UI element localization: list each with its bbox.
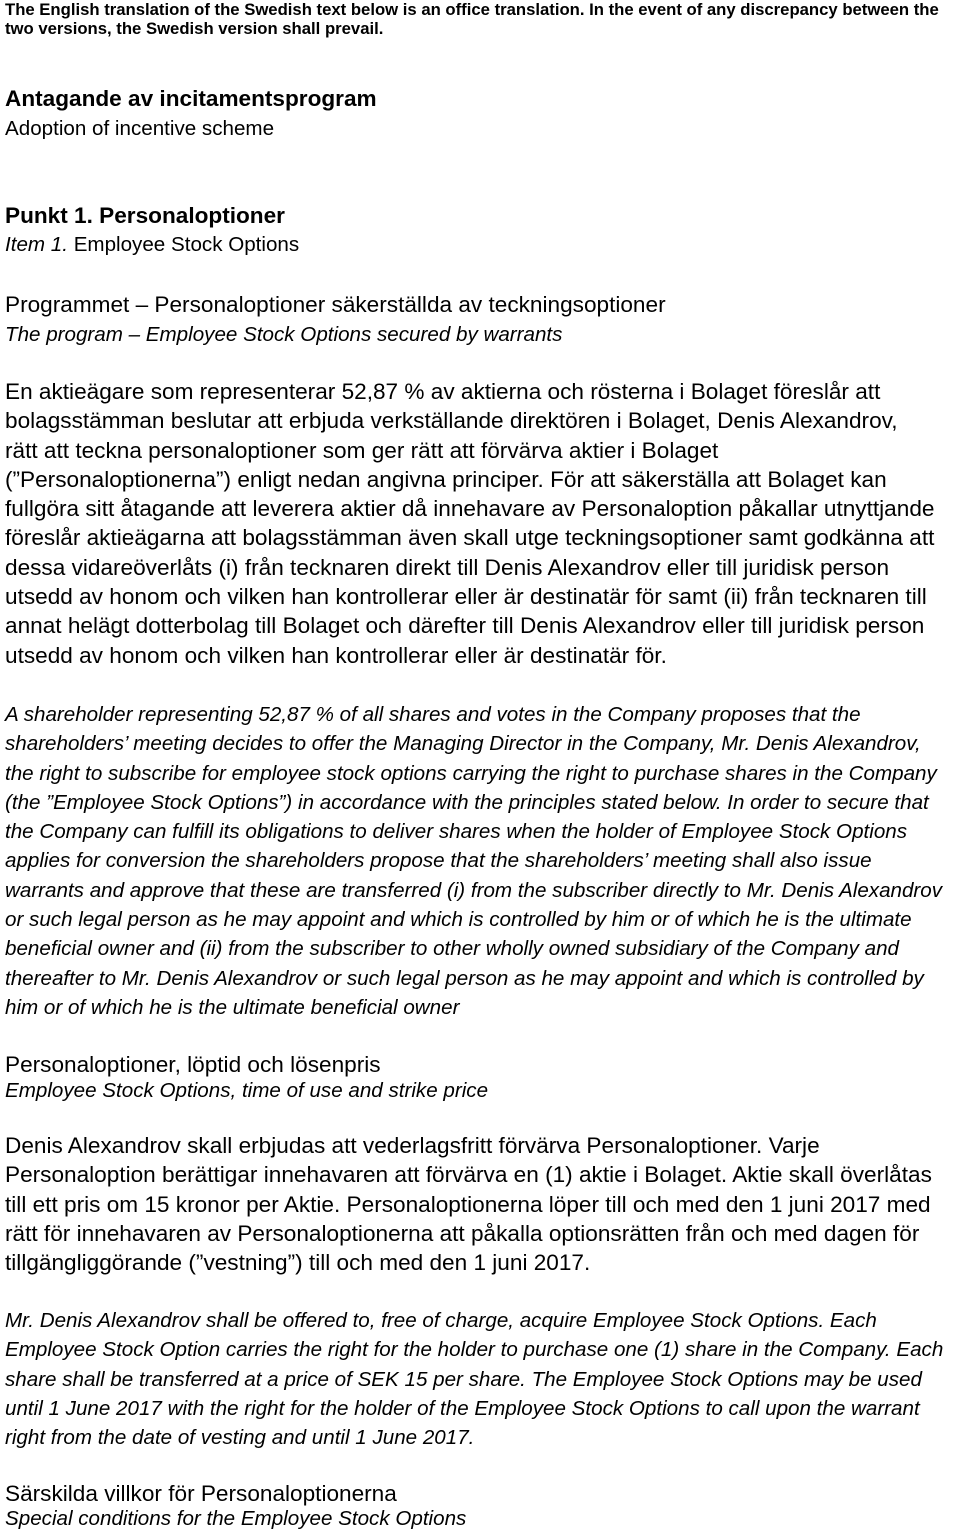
paragraph-line: föreslår aktieägarna att bolagsstämman även skall utge teckningsoptioner samt godkänna att xyxy=(5,525,935,551)
section-term-heading-english: Employee Stock Options, time of use and strike price xyxy=(5,1079,489,1102)
paragraph-line: Denis Alexandrov skall erbjudas att vederlagsfritt förvärva Personaloptioner. Varje xyxy=(5,1133,820,1158)
item-title-english: Employee Stock Options xyxy=(73,233,300,256)
paragraph-line: right from the date of vesting and until 1 June 2017. xyxy=(5,1426,475,1450)
item-number-label: Item 1. xyxy=(5,233,68,256)
translation-disclaimer xyxy=(5,0,939,38)
paragraph-line: dessa vidareöverlåts (i) från tecknaren direkt till Denis Alexandrov eller till juridisk person xyxy=(5,554,890,580)
disclaimer-line: The English translation of the Swedish text below is an office translation. In the event of any discrepancy between the xyxy=(5,0,939,19)
paragraph-line: Mr. Denis Alexandrov shall be offered to, free of charge, acquire Employee Stock Options. Each xyxy=(5,1309,877,1332)
item-heading-english xyxy=(5,232,299,258)
paragraph-line: beneficial owner and (ii) from the subscriber to other wholly owned subsidiary of the Company and xyxy=(5,937,899,961)
paragraph-line: fullgöra sitt åtagande att leverera aktier då innehavare av Personaloption påkallar utnyttjande xyxy=(5,496,935,522)
paragraph-line: shareholders’ meeting decides to offer the Managing Director in the Company, Mr. Denis Alexandrov, xyxy=(5,732,921,756)
paragraph-line: A shareholder representing 52,87 % of all shares and votes in the Company proposes that the xyxy=(5,703,861,726)
terms-paragraph-english xyxy=(5,1306,943,1452)
paragraph-line: or such legal person as he may appoint and which is controlled by him or of which he is the ultimate xyxy=(5,908,912,932)
paragraph-line: utsedd av honom och vilken han kontrollerar eller är destinatär för samt (ii) från tecknaren till xyxy=(5,584,927,610)
disclaimer-line: two versions, the Swedish version shall prevail. xyxy=(5,19,384,38)
paragraph-line: warrants and approve that these are transferred (i) from the subscriber directly to Mr. Denis Alexandrov xyxy=(5,878,943,902)
paragraph-line: till ett pris om 15 kronor per Aktie. Personaloptionerna löper till och med den 1 juni 2017 med xyxy=(5,1191,931,1217)
paragraph-line: rätt att teckna personaloptioner som ger rätt att förvärva aktier i Bolaget xyxy=(5,437,719,463)
paragraph-line: Personaloption berättigar innehavaren att förvärva en (1) aktie i Bolaget. Aktie skall överlåtas xyxy=(5,1162,932,1188)
section-program-heading-english: The program – Employee Stock Options secured by warrants xyxy=(5,323,563,346)
paragraph-line: him or of which he is the ultimate beneficial owner xyxy=(5,995,460,1019)
document-title-english: Adoption of incentive scheme xyxy=(5,117,275,140)
paragraph-line: share shall be transferred at a price of SEK 15 per share. The Employee Stock Options may be used xyxy=(5,1367,922,1391)
section-term-heading-swedish: Personaloptioner, löptid och lösenpris xyxy=(5,1052,381,1077)
paragraph-line: thereafter to Mr. Denis Alexandrov or such legal person as he may appoint and which is controlled by xyxy=(5,966,924,990)
paragraph-line: utsedd av honom och vilken han kontrollerar eller är destinatär för. xyxy=(5,642,667,668)
paragraph-line: until 1 June 2017 with the right for the holder of the Employee Stock Options to call upon the warrant xyxy=(5,1396,920,1420)
paragraph-line: applies for conversion the shareholders propose that the shareholders’ meeting shall also issue xyxy=(5,849,872,873)
paragraph-line: bolagsstämman beslutar att erbjuda verkställande direktören i Bolaget, Denis Alexandrov, xyxy=(5,408,898,434)
paragraph-line: (”Personaloptionerna”) enligt nedan angivna principer. För att säkerställa att Bolaget kan xyxy=(5,466,887,492)
section-program-heading-swedish: Programmet – Personaloptioner säkerställda av teckningsoptioner xyxy=(5,292,666,317)
section-conditions-heading-english: Special conditions for the Employee Stock Options xyxy=(5,1507,467,1530)
item-heading-swedish: Punkt 1. Personaloptioner xyxy=(5,203,285,228)
paragraph-line: tillgängliggörande (”vestning”) till och med den 1 juni 2017. xyxy=(5,1250,591,1276)
paragraph-line: the right to subscribe for employee stock options carrying the right to purchase shares in the Company xyxy=(5,761,937,785)
paragraph-line: rätt för innehavaren av Personaloptionerna att påkalla optionsrätten från och med dagen för xyxy=(5,1220,920,1246)
paragraph-line: (the ”Employee Stock Options”) in accordance with the principles stated below. In order to secure that xyxy=(5,790,929,814)
paragraph-line: Employee Stock Option carries the right for the holder to purchase one (1) share in the Company. Each xyxy=(5,1338,944,1362)
terms-paragraph-swedish xyxy=(5,1131,932,1277)
document-title-swedish: Antagande av incitamentsprogram xyxy=(5,86,377,111)
paragraph-line: the Company can fulfill its obligations to deliver shares when the holder of Employee Stock Options xyxy=(5,820,908,844)
paragraph-line: En aktieägare som representerar 52,87 % av aktierna och rösterna i Bolaget föreslår att xyxy=(5,379,881,404)
proposal-paragraph-english xyxy=(5,700,942,1022)
paragraph-line: annat helägt dotterbolag till Bolaget och därefter till Denis Alexandrov eller till juridisk person xyxy=(5,613,925,639)
section-conditions-heading-swedish: Särskilda villkor för Personaloptionerna xyxy=(5,1481,397,1506)
proposal-paragraph-swedish xyxy=(5,377,934,670)
